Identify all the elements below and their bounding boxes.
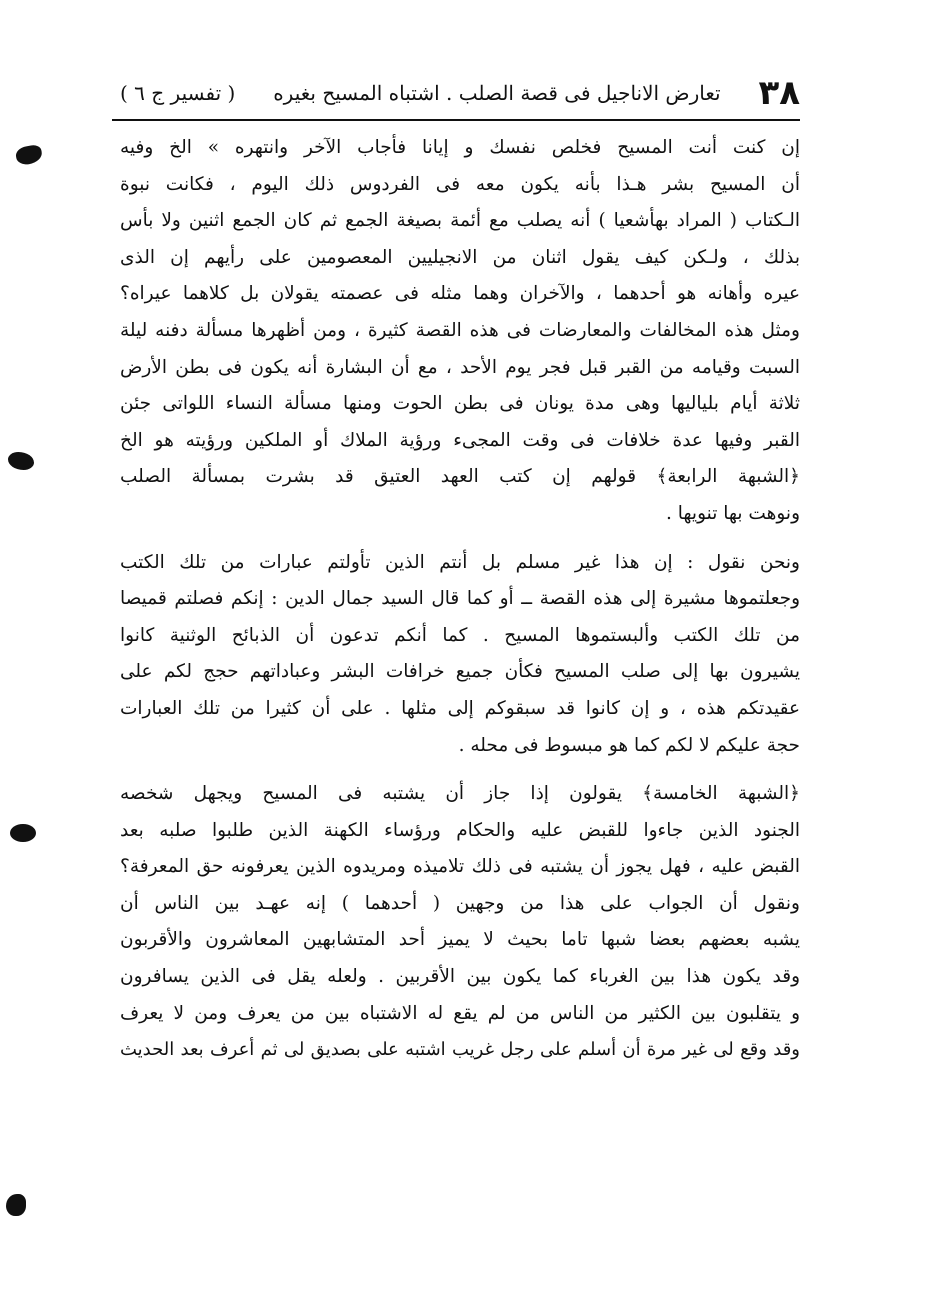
ink-blot-icon xyxy=(8,452,34,470)
text-line: القبر وفيها عدة خلافات فى وقت المجىء ورؤية الملاك أو الملكين ورؤيته هو الخ xyxy=(120,429,800,451)
page-header xyxy=(120,70,800,116)
text-line: وقد يكون هذا بين الغرباء كما يكون بين الأقربين . ولعله يقل فى الذين يسافرون xyxy=(120,966,800,988)
text-line: إن كنت أنت المسيح فخلص نفسك و إيانا فأجاب الآخر وانتهره » الخ وفيه xyxy=(120,137,800,158)
text-line: بذلك ، ولـكن كيف يقول اثنان من الانجيليين المعصومين على رأيهم إن الذى xyxy=(120,246,800,268)
text-line: القبض عليه ، فهل يجوز أن يشتبه فى ذلك تلاميذه ومريدوه الذين يعرفونه حق المعرفة؟ xyxy=(120,856,800,878)
text-line: السبت وقيامه من القبر قبل فجر يوم الأحد ، مع أن البشارة أنه يكون فى بطن الأرض xyxy=(120,356,800,378)
text-line: ونحن نقول : إن هذا غير مسلم بل أنتم الذين تأولتم عبارات من تلك الكتب xyxy=(120,551,800,573)
text-line: ونقول أن الجواب على هذا من وجهين ( أحدهما ) إنه عهـد بين الناس أن xyxy=(120,892,800,914)
text-line: يشبه بعضهم بعضا شبها تاما بحيث لا يميز أحد المتشابهين المعاشرون والأقربون xyxy=(120,929,800,951)
text-line: ﴿الشبهة الخامسة﴾ يقولون إذا جاز أن يشتبه فى المسيح ويجهل شخصه xyxy=(120,783,800,805)
text-line: ونوهت بها تنويها . xyxy=(666,502,800,524)
ink-blot-icon xyxy=(15,144,44,166)
text-line: و يتقلبون بين الكثير من الناس من لم يقع له الاشتباه بين من يعرف ومن لا يعرف xyxy=(120,1002,800,1024)
text-line: أن المسيح بشر هـذا بأنه يكون معه فى الفردوس ذلك اليوم ، فكانت نبوة xyxy=(120,173,800,195)
text-line: الـكتاب ( المراد بهأشعيا ) أنه يصلب مع أئمة بصيغة الجمع ثم كان الجمع اثنين ولا بأس xyxy=(120,210,800,232)
page-number: ٣٨ xyxy=(758,73,800,113)
text-line: حجة عليكم لا لكم كما هو مبسوط فى محله . xyxy=(458,734,800,756)
text-line: وقد وقع لى غير مرة أن أسلم على رجل غريب اشتبه على بصديق لى ثم أعرف بعد الحديث xyxy=(120,1039,800,1061)
volume-label: ( تفسير ج ٦ ) xyxy=(120,81,236,105)
text-line: عيره وأهانه هو أحدهما ، والآخران وهما مثله فى عصمته يقولان بل كلاهما عيراه؟ xyxy=(120,283,800,305)
text-line: ومثل هذه المخالفات والمعارضات فى هذه القصة كثيرة ، ومن أظهرها مسألة دفنه ليلة xyxy=(120,319,800,341)
text-line: ثلاثة أيام بلياليها وهى مدة يونان فى بطن الحوت ومنها مسألة النساء اللواتى جئن xyxy=(120,393,800,415)
text-line: الجنود الذين جاءوا للقبض عليه والحكام ورؤساء الكهنة الذين طلبوا صلبه بعد xyxy=(120,819,800,841)
text-line: عقيدتكم هذه ، و إن كانوا قد سبقوكم إلى مثلها . على أن كثيرا من تلك العبارات xyxy=(120,697,800,719)
ink-blot-icon xyxy=(6,1194,26,1216)
header-rule xyxy=(112,119,800,121)
text-line: يشيرون بها إلى صلب المسيح فكأن جميع خرافات البشر وعباداتهم حجج لكم على xyxy=(120,661,800,683)
text-line: من تلك الكتب وألبستموها المسيح . كما أنكم تدعون أن الذبائح الوثنية كانوا xyxy=(120,624,800,646)
running-title: تعارض الاناجيل فى قصة الصلب . اشتباه المسيح بغيره xyxy=(273,81,721,105)
ink-blot-icon xyxy=(10,824,36,842)
text-line: ﴿الشبهة الرابعة﴾ قولهم إن كتب العهد العتيق قد بشرت بمسألة الصلب xyxy=(120,466,800,488)
text-line: وجعلتموها مشيرة إلى هذه القصة ــ أو كما قال السيد جمال الدين : إنكم فصلتم قميصا xyxy=(120,588,800,610)
body-text xyxy=(120,130,800,1069)
